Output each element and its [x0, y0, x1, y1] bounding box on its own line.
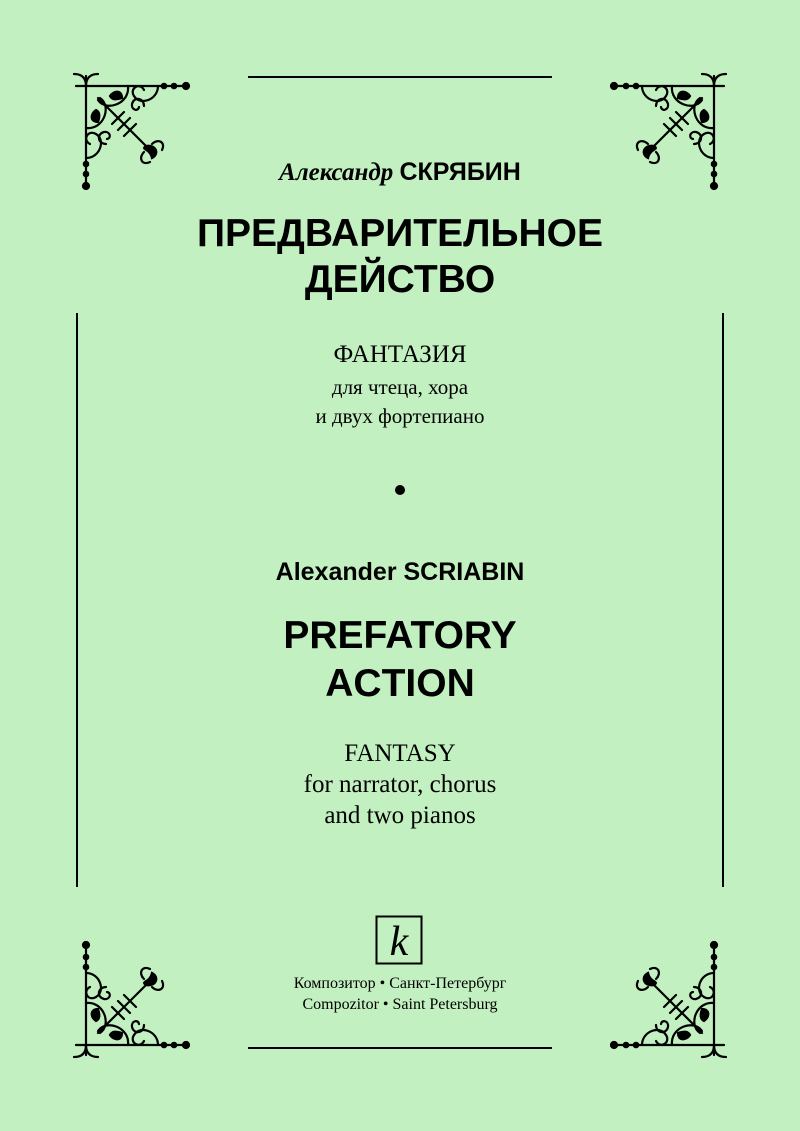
en-genre: FANTASY	[344, 740, 456, 767]
publisher-logo-letter: k	[389, 919, 409, 965]
ru-author-last: СКРЯБИН	[399, 158, 521, 186]
ru-author-first: Александр	[279, 159, 394, 186]
ru-genre: ФАНТАЗИЯ	[333, 341, 467, 368]
ru-scoring-line2: и двух фортепиано	[315, 404, 485, 428]
ru-title-line1: ПРЕДВАРИТЕЛЬНОЕ	[196, 212, 603, 255]
en-title-line2: ACTION	[325, 662, 475, 705]
en-title-line1: PREFATORY	[283, 614, 517, 657]
separator-dot	[395, 485, 405, 495]
en-author: Alexander SCRIABIN	[275, 558, 525, 586]
top-rule	[248, 76, 552, 78]
publisher-line-ru: Композитор • Санкт-Петербург	[293, 975, 507, 992]
publisher-line-en: Compozitor • Saint Petersburg	[302, 996, 498, 1013]
bottom-rule	[248, 1047, 552, 1049]
publisher-logo-icon	[375, 915, 423, 965]
ru-author	[0, 158, 800, 187]
en-scoring-line1: for narrator, chorus	[303, 771, 497, 798]
ru-scoring-line1: для чтеца, хора	[331, 375, 469, 399]
en-scoring-line2: and two pianos	[324, 802, 476, 829]
ru-title-line2: ДЕЙСТВО	[304, 258, 496, 301]
